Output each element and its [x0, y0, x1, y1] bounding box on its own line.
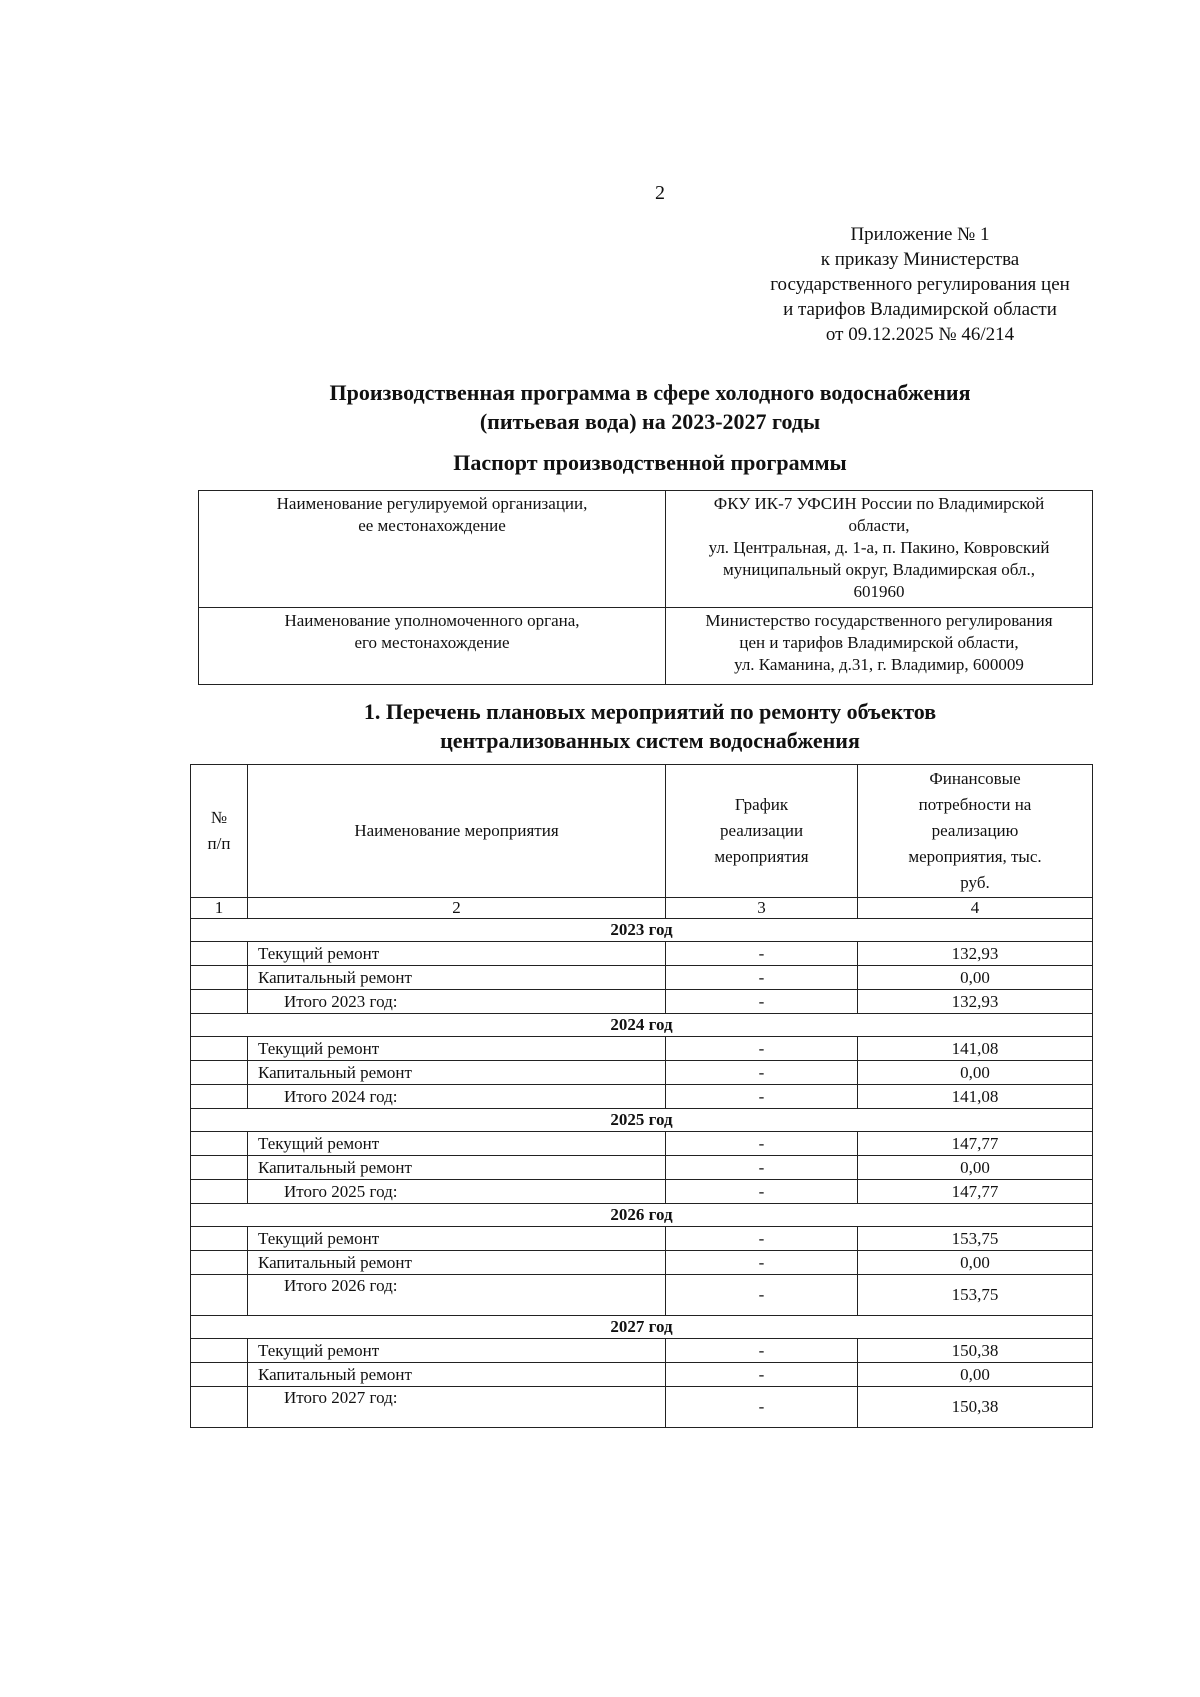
column-number-row: [191, 898, 1093, 919]
cost-cell: 0,00: [858, 1363, 1093, 1387]
num-cell: [191, 942, 248, 966]
header-cost: [858, 765, 1093, 898]
section-title: [170, 697, 1130, 755]
schedule-cell: -: [666, 1339, 858, 1363]
header-row: [191, 765, 1093, 898]
schedule-cell: -: [666, 1180, 858, 1204]
table-row: [191, 942, 1093, 966]
measure-name: Текущий ремонт: [248, 1132, 666, 1156]
cost-cell: 132,93: [858, 990, 1093, 1014]
passport-row: [199, 491, 1093, 608]
total-row: [191, 1085, 1093, 1109]
table-row: [191, 1156, 1093, 1180]
appendix-line: Приложение № 1: [850, 224, 990, 245]
num-cell: [191, 1156, 248, 1180]
text-line: реализации: [719, 821, 804, 840]
passport-heading: Паспорт производственной программы: [453, 450, 847, 475]
column-number: 4: [858, 898, 1093, 919]
year-row: [191, 1316, 1093, 1339]
year-label: 2023 год: [191, 919, 1093, 942]
table-row: [191, 1227, 1093, 1251]
total-row: [191, 990, 1093, 1014]
table-row: [191, 1363, 1093, 1387]
appendix-line: государственного регулирования цен: [770, 274, 1070, 295]
schedule-cell: -: [666, 1061, 858, 1085]
table-row: [191, 966, 1093, 990]
cost-cell: 153,75: [858, 1227, 1093, 1251]
num-cell: [191, 990, 248, 1014]
text-line: График: [734, 795, 789, 814]
cost-cell: 147,77: [858, 1132, 1093, 1156]
appendix-line: к приказу Министерства: [820, 249, 1020, 270]
cost-cell: 153,75: [858, 1275, 1093, 1316]
schedule-cell: -: [666, 1037, 858, 1061]
num-cell: [191, 1227, 248, 1251]
schedule-cell: -: [666, 1387, 858, 1428]
text-line: мероприятия: [714, 847, 809, 866]
text-line: п/п: [207, 834, 231, 853]
schedule-cell: -: [666, 1363, 858, 1387]
column-number: 2: [248, 898, 666, 919]
num-cell: [191, 1339, 248, 1363]
text-line: муниципальный округ, Владимирская обл.,: [723, 560, 1035, 579]
text-line: Наименование уполномоченного органа,: [284, 611, 580, 630]
document-title: [170, 378, 1130, 436]
schedule-cell: -: [666, 966, 858, 990]
measure-name: Капитальный ремонт: [248, 1251, 666, 1275]
text-line: №: [210, 808, 228, 827]
measure-name: Капитальный ремонт: [248, 1363, 666, 1387]
year-label: 2024 год: [191, 1014, 1093, 1037]
measures-table: [190, 764, 1093, 1428]
header-schedule: [666, 765, 858, 898]
passport-value-cell: [666, 491, 1093, 608]
measure-name: Капитальный ремонт: [248, 1156, 666, 1180]
appendix-line: от 09.12.2025 № 46/214: [825, 324, 1015, 345]
text-line: его местонахождение: [354, 633, 510, 652]
text-line: ул. Каманина, д.31, г. Владимир, 600009: [734, 655, 1024, 674]
measure-name: Текущий ремонт: [248, 1227, 666, 1251]
measure-name: Текущий ремонт: [248, 1339, 666, 1363]
passport-row: [199, 608, 1093, 685]
schedule-cell: -: [666, 1275, 858, 1316]
cost-cell: 141,08: [858, 1037, 1093, 1061]
header-num: [191, 765, 248, 898]
header-name: Наименование мероприятия: [248, 765, 666, 898]
measure-name: Итого 2024 год:: [248, 1085, 666, 1109]
year-label: 2025 год: [191, 1109, 1093, 1132]
schedule-cell: -: [666, 1156, 858, 1180]
schedule-cell: -: [666, 1132, 858, 1156]
text-line: мероприятия, тыс.: [908, 847, 1042, 866]
text-line: цен и тарифов Владимирской области,: [739, 633, 1019, 652]
year-row: [191, 919, 1093, 942]
year-label: 2027 год: [191, 1316, 1093, 1339]
table-row: [191, 1132, 1093, 1156]
total-row: [191, 1387, 1093, 1428]
measure-name: Текущий ремонт: [248, 1037, 666, 1061]
schedule-cell: -: [666, 942, 858, 966]
text-line: области,: [848, 516, 910, 535]
cost-cell: 0,00: [858, 966, 1093, 990]
num-cell: [191, 1275, 248, 1316]
num-cell: [191, 966, 248, 990]
num-cell: [191, 1037, 248, 1061]
num-cell: [191, 1061, 248, 1085]
cost-cell: 147,77: [858, 1180, 1093, 1204]
measure-name: Итого 2025 год:: [248, 1180, 666, 1204]
page-number: 2: [655, 182, 665, 204]
column-number: 3: [666, 898, 858, 919]
cost-cell: 150,38: [858, 1387, 1093, 1428]
num-cell: [191, 1132, 248, 1156]
schedule-cell: -: [666, 1227, 858, 1251]
column-number: 1: [191, 898, 248, 919]
title-line: Производственная программа в сфере холодного водоснабжения: [329, 380, 971, 405]
title-line: 1. Перечень плановых мероприятий по ремонту объектов: [363, 699, 937, 724]
schedule-cell: -: [666, 990, 858, 1014]
cost-cell: 132,93: [858, 942, 1093, 966]
num-cell: [191, 1251, 248, 1275]
text-line: ул. Центральная, д. 1-а, п. Пакино, Ковровский: [708, 538, 1050, 557]
year-row: [191, 1109, 1093, 1132]
cost-cell: 0,00: [858, 1251, 1093, 1275]
cost-cell: 141,08: [858, 1085, 1093, 1109]
measure-name: Капитальный ремонт: [248, 1061, 666, 1085]
title-line: (питьевая вода) на 2023-2027 годы: [479, 409, 821, 434]
text-line: 601960: [853, 582, 905, 601]
num-cell: [191, 1180, 248, 1204]
total-row: [191, 1180, 1093, 1204]
measure-name: Итого 2026 год:: [248, 1275, 666, 1316]
schedule-cell: -: [666, 1251, 858, 1275]
passport-label-cell: [199, 608, 666, 685]
table-row: [191, 1251, 1093, 1275]
text-line: Министерство государственного регулирования: [705, 611, 1053, 630]
text-line: руб.: [960, 873, 990, 892]
measure-name: Капитальный ремонт: [248, 966, 666, 990]
title-line: централизованных систем водоснабжения: [440, 728, 860, 753]
cost-cell: 150,38: [858, 1339, 1093, 1363]
table-row: [191, 1037, 1093, 1061]
measure-name: Итого 2023 год:: [248, 990, 666, 1014]
num-cell: [191, 1085, 248, 1109]
schedule-cell: -: [666, 1085, 858, 1109]
num-cell: [191, 1363, 248, 1387]
year-row: [191, 1014, 1093, 1037]
num-cell: [191, 1387, 248, 1428]
text-line: Наименование регулируемой организации,: [276, 494, 588, 513]
text-line: Финансовые: [929, 769, 1021, 788]
text-line: реализацию: [931, 821, 1019, 840]
year-row: [191, 1204, 1093, 1227]
table-row: [191, 1339, 1093, 1363]
measure-name: Итого 2027 год:: [248, 1387, 666, 1428]
measure-name: Текущий ремонт: [248, 942, 666, 966]
appendix-block: [720, 222, 1120, 347]
cost-cell: 0,00: [858, 1156, 1093, 1180]
appendix-line: и тарифов Владимирской области: [783, 299, 1057, 320]
year-label: 2026 год: [191, 1204, 1093, 1227]
passport-value-cell: [666, 608, 1093, 685]
text-line: ФКУ ИК-7 УФСИН России по Владимирской: [713, 494, 1045, 513]
total-row: [191, 1275, 1093, 1316]
table-row: [191, 1061, 1093, 1085]
passport-label-cell: [199, 491, 666, 608]
passport-table: [198, 490, 1093, 685]
text-line: ее местонахождение: [358, 516, 506, 535]
cost-cell: 0,00: [858, 1061, 1093, 1085]
text-line: потребности на: [918, 795, 1032, 814]
